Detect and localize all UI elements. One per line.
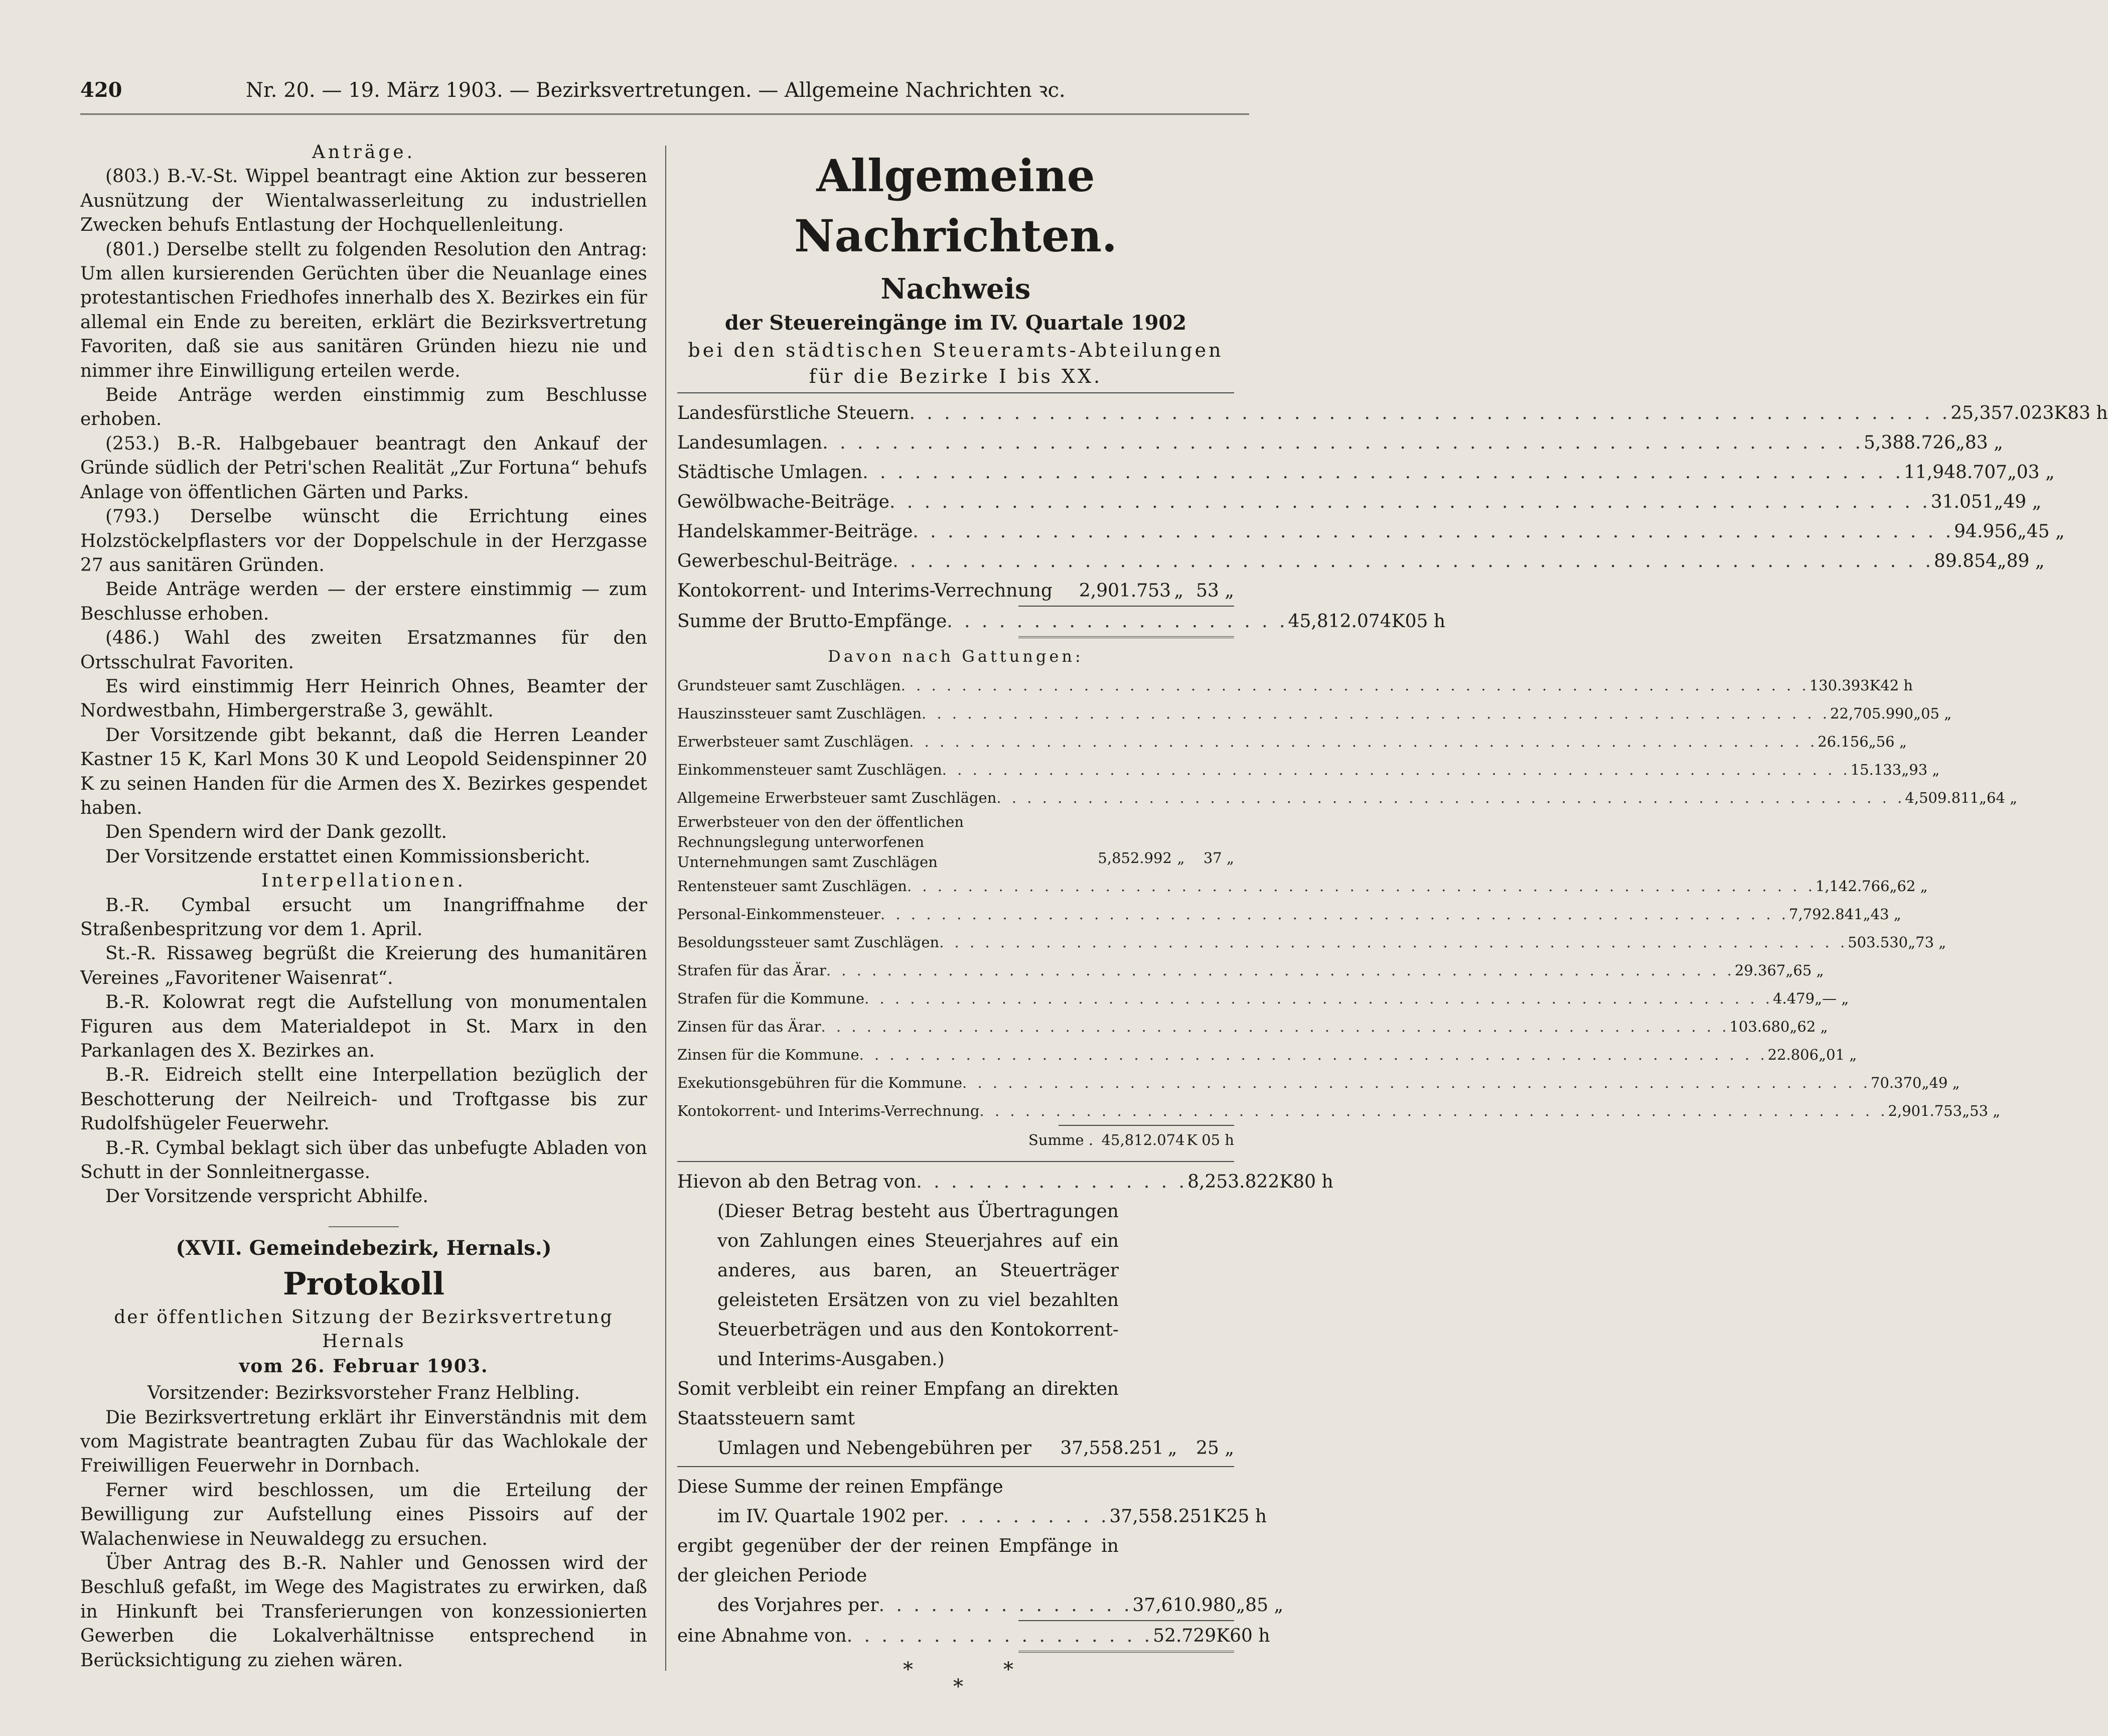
somit-amount: 37,558.251 xyxy=(1060,1438,1164,1459)
tax-type-table xyxy=(677,671,2018,1125)
protokoll-subtitle: der öffentlichen Sitzung der Bezirksvertretung Hernals xyxy=(114,1307,614,1352)
revenue-currency: „ xyxy=(1997,551,2007,571)
sum2-row xyxy=(677,1126,1234,1154)
leader-dots: . . . . . . . . . . . . . . . . . . . . . . . . . . . . . . . . . . . . . . . . . . . . . . . . . . . . . . . . . . . . xyxy=(859,1046,1768,1063)
tax-type-label: Zinsen für das Ärar xyxy=(677,1018,821,1035)
revenue-fraction: 49 „ xyxy=(2003,492,2042,512)
somit-currency: „ xyxy=(1167,1438,1177,1459)
leader-dots: . . . . . . . . . . . . . . . . . . . . . . . . . . . . . . . . . . . . . . . . . . . . . . . . . . . . . . . . . . . . xyxy=(962,1074,1871,1091)
paragraph: (253.) B.-R. Halbgebauer beantragt den Ankauf der Gründe südlich der Petri'schen Realität „Zur Fortuna“ behufs Anlage von öffentlichen Gärten und Parks. xyxy=(80,433,647,503)
tax-type-amount: 4.479 xyxy=(1773,990,1815,1007)
tax-type-fraction: 93 „ xyxy=(1909,761,1940,778)
revenue-fraction: 53 „ xyxy=(1196,581,1234,601)
revenue-fraction: 03 „ xyxy=(2016,462,2055,483)
vorjahr-row xyxy=(677,1590,1284,1620)
revenue-row xyxy=(677,428,2003,458)
tax-type-fraction: 73 „ xyxy=(1915,934,1946,951)
paragraph: Die Bezirksvertretung erklärt ihr Einverständnis mit dem vom Magistrate beantragten Zubau für das Wachlokale der Freiwilligen Feuerwehr in Dornbach. xyxy=(80,1407,647,1477)
gross-sum-fraction: 05 h xyxy=(1405,611,1446,632)
paragraph: (486.) Wahl des zweiten Ersatzmannes für den Ortsschulrat Favoriten. xyxy=(80,628,647,673)
leader-dots: . . . . . . . . . . . . . . . . xyxy=(916,1172,1188,1192)
sum2-label: Summe . xyxy=(1028,1131,1094,1148)
sum-double-rule xyxy=(1018,636,1234,638)
paragraph: Der Vorsitzende gibt bekannt, daß die Herren Leander Kastner 15 K, Karl Mons 30 K und Leopold Seidenspinner 20 K zu seinen Handen für die Armen des X. Bezirkes gespendet haben. xyxy=(80,725,647,818)
tax-type-amount: 15.133 xyxy=(1850,761,1902,778)
revenue-currency: „ xyxy=(2007,462,2017,483)
tax-type-fraction: 42 h xyxy=(1880,677,1913,694)
leader-dots: . . . . . . . . . . xyxy=(943,1506,1110,1527)
star-ornament: * xyxy=(903,1658,913,1681)
tax-type-fraction: 01 „ xyxy=(1826,1046,1857,1063)
vorjahr-currency: „ xyxy=(1236,1595,1246,1616)
tax-type-amount: 2,901.753 xyxy=(1888,1102,1963,1119)
right-column xyxy=(677,140,2108,1698)
revenue-currency: „ xyxy=(1994,492,2004,512)
paragraph: Ferner wird beschlossen, um die Erteilung der Bewilligung zur Aufstellung eines Pissoirs auf der Walachenwiese in Neuwaldegg zu ersuchen. xyxy=(80,1480,647,1549)
section-end-stars xyxy=(677,1653,1234,1698)
tax-type-label: Zinsen für die Kommune xyxy=(677,1046,859,1063)
tax-type-row xyxy=(677,671,1913,699)
tax-type-row xyxy=(677,728,1907,756)
abnahme-label: eine Abnahme von xyxy=(677,1626,847,1646)
star-ornament: * xyxy=(953,1675,963,1698)
revenue-amount: 25,357.023 xyxy=(1950,403,2054,423)
tax-type-row xyxy=(677,756,1940,784)
header-rule xyxy=(80,113,1249,115)
nachweis-subtitle-3: für die Bezirke I bis XX. xyxy=(809,365,1103,387)
gross-sum-currency: K xyxy=(1391,611,1405,632)
nachweis-subtitle-2: bei den städtischen Steueramts-Abteilungen xyxy=(688,339,1224,361)
tax-type-label: Grundsteuer samt Zuschlägen xyxy=(677,677,901,694)
paragraph: B.-R. Cymbal beklagt sich über das unbefugte Abladen von Schutt in der Sonnleitnergasse. xyxy=(80,1137,647,1183)
revenue-currency: „ xyxy=(1955,432,1965,453)
leader-dots: . . . . . . . . . . . . . . . . . . . . xyxy=(947,611,1288,632)
revenue-label: Städtische Umlagen xyxy=(677,462,863,483)
tax-type-label: Personal-Einkommensteuer xyxy=(677,906,881,923)
paragraph: Beide Anträge werden — der erstere einstimmig — zum Beschlusse erhoben. xyxy=(80,579,647,624)
leader-dots: . . . . . . . . . . . . . . . . . . . . . . . . . . . . . . . . . . . . . . . . . . . . . . . . . . . . . . . . . . . . xyxy=(862,462,1904,483)
abnahme-row xyxy=(677,1621,1270,1651)
revenue-row xyxy=(677,576,1234,606)
revenue-fraction: 83 „ xyxy=(1965,432,2003,453)
leader-dots: . . . . . . . . . . . . . . . . . . . . . . . . . . . . . . . . . . . . . . . . . . . . . . . . . . . . . . . . . . . . xyxy=(922,705,1830,722)
tax-type-row xyxy=(677,812,1234,872)
somit-row xyxy=(677,1433,1234,1463)
section-separator xyxy=(329,1226,399,1227)
section-title: Allgemeine Nachrichten. xyxy=(794,150,1117,262)
tax-type-fraction: 56 „ xyxy=(1876,733,1907,750)
abnahme-amount: 52.729 xyxy=(1153,1626,1217,1646)
tax-type-amount: 4,509.811 xyxy=(1905,789,1979,806)
revenue-label: Landesumlagen xyxy=(677,432,823,453)
revenue-fraction: 45 „ xyxy=(2026,521,2065,542)
leader-dots: . . . . . . . . . . . . . . . . . . xyxy=(846,1626,1153,1646)
tax-type-row xyxy=(677,1069,1960,1097)
tax-type-row xyxy=(677,784,2018,812)
leader-dots: . . . . . . . . . . . . . . . . . . . . . . . . . . . . . . . . . . . . . . . . . . . . . . . . . . . . . . . . . . . . xyxy=(996,789,1905,806)
leader-dots: . . . . . . . . . . . . . . . . . . . . . . . . . . . . . . . . . . . . . . . . . . . . . . . . . . . . . . . . . . . . xyxy=(889,492,1931,512)
revenue-amount: 2,901.753 xyxy=(1079,581,1171,601)
davon-heading: Davon nach Gattungen: xyxy=(828,647,1084,666)
paragraph: B.-R. Cymbal ersucht um Inangriffnahme der Straßenbespritzung vor dem 1. April. xyxy=(80,895,647,940)
tax-type-amount: 1,142.766 xyxy=(1815,878,1890,895)
vorjahr-fraction: 85 „ xyxy=(1245,1595,1284,1616)
diese-currency: K xyxy=(1213,1506,1227,1527)
paragraph: Beide Anträge werden einstimmig zum Beschlusse erhoben. xyxy=(80,385,647,430)
paragraph: Der Vorsitzende verspricht Abhilfe. xyxy=(105,1186,428,1207)
paragraph: (801.) Derselbe stellt zu folgenden Resolution den Antrag: Um allen kursierenden Gerüchten über die Neuanlage eines protestantischen Friedhofes innerhalb des X. Bezirkes ein für allemal ein Ende zu bereiten, erklärt die Bezirksvertretung Favoriten, daß sie aus sanitären Gründen hiezu nie und nimmer ihre Einwilligung erteilen werde. xyxy=(80,239,647,381)
tax-type-fraction: 65 „ xyxy=(1793,962,1824,979)
tax-type-currency: „ xyxy=(1908,934,1916,951)
revenue-row xyxy=(677,517,2065,546)
tax-type-amount: 70.370 xyxy=(1871,1074,1922,1091)
tax-type-currency: „ xyxy=(1921,1074,1929,1091)
section-rule xyxy=(677,1466,1234,1467)
table-top-rule xyxy=(677,392,1234,393)
hievon-currency: K xyxy=(1279,1172,1293,1192)
tax-type-label: Kontokorrent- und Interims-Verrechnung xyxy=(677,1102,980,1119)
page-number: 420 xyxy=(80,78,122,102)
protokoll-date: vom 26. Februar 1903. xyxy=(239,1355,489,1377)
tax-type-currency: „ xyxy=(1177,849,1185,866)
section-rule xyxy=(677,1161,1234,1162)
tax-type-amount: 22,705.990 xyxy=(1830,705,1914,722)
leader-dots: . . . . . . . . . . . . . . . . . . . . . . . . . . . . . . . . . . . . . . . . . . . . . . . . . . . . . . . . . . . . xyxy=(939,934,1848,951)
somit-fraction: 25 „ xyxy=(1196,1438,1234,1459)
tax-type-row xyxy=(677,699,1952,728)
tax-type-row xyxy=(677,900,1901,928)
tax-type-row xyxy=(677,1012,1828,1041)
tax-type-row xyxy=(677,956,1824,984)
chair-line: Vorsitzender: Bezirksvorsteher Franz Helbling. xyxy=(147,1383,580,1404)
tax-type-fraction: 37 „ xyxy=(1203,849,1234,866)
tax-type-currency: „ xyxy=(1819,1046,1827,1063)
leader-dots: . . . . . . . . . . . . . . . . . . . . . . . . . . . . . . . . . . . . . . . . . . . . . . . . . . . . . . . . . . . . xyxy=(880,906,1789,923)
paragraph: Über Antrag des B.-R. Nahler und Genossen wird der Beschluß gefaßt, im Wege des Magistrates zu erwirken, daß in Hinkunft bei Transferierungen von konzessionierten Gewerben die Lokalverhältnisse entsprechend in Berücksichtigung zu ziehen wären. xyxy=(80,1552,647,1671)
sum2-amount: 45,812.074 xyxy=(1101,1131,1185,1148)
tax-type-currency: „ xyxy=(1889,878,1897,895)
tax-type-label: Exekutionsgebühren für die Kommune xyxy=(677,1074,963,1091)
vorjahr-amount: 37,610.980 xyxy=(1132,1595,1236,1616)
nachweis-subtitle: der Steuereingänge im IV. Quartale 1902 xyxy=(724,311,1187,335)
tax-type-row xyxy=(677,928,1946,956)
tax-type-label: Erwerbsteuer von den der öffentlichen Rechnungslegung unterworfenen Unternehmungen samt Zuschlägen xyxy=(677,813,964,871)
revenue-row xyxy=(677,487,2042,517)
revenue-currency: „ xyxy=(2017,521,2027,542)
paragraph: B.-R. Eidreich stellt eine Interpellation bezüglich der Beschotterung der Neilreich- und Troftgasse bis zur Rudolfshügeler Feuerwehr. xyxy=(80,1065,647,1134)
tax-type-currency: „ xyxy=(1789,1018,1797,1035)
revenue-amount: 31.051 xyxy=(1930,492,1994,512)
tax-type-currency: „ xyxy=(1979,789,1987,806)
revenue-fraction: 89 „ xyxy=(2006,551,2045,571)
tax-type-currency: K xyxy=(1869,677,1881,694)
running-title: Nr. 20. — 19. März 1903. — Bezirksvertretungen. — Allgemeine Nachrichten ꝛc. xyxy=(246,79,1066,102)
leader-dots: . . . . . . . . . . . . . . . . . . . . . . . . . . . . . . . . . . . . . . . . . . . . . . . . . . . . . . . . . . . . xyxy=(907,878,1816,895)
tax-type-row xyxy=(677,1041,1857,1069)
antraege-heading: Anträge. xyxy=(312,142,416,163)
tax-type-currency: „ xyxy=(1785,962,1793,979)
leader-dots: . . . . . . . . . . . . . . . . . . . . . . . . . . . . . . . . . . . . . . . . . . . . . . . . . . . . . . . . . . . . xyxy=(979,1102,1888,1119)
leader-dots: . . . . . . . . . . . . . . . . . . . . . . . . . . . . . . . . . . . . . . . . . . . . . . . . . . . . . . . . . . . . xyxy=(892,551,1934,571)
tax-type-amount: 22.806 xyxy=(1767,1046,1819,1063)
paragraph: St.-R. Rissaweg begrüßt die Kreierung des humanitären Vereines „Favoritener Waisenrat“. xyxy=(80,943,647,988)
tax-type-label: Besoldungssteuer samt Zuschlägen xyxy=(677,934,940,951)
revenue-label: Handelskammer-Beiträge xyxy=(677,521,913,542)
tax-type-label: Allgemeine Erwerbsteuer samt Zuschlägen xyxy=(677,789,997,806)
paragraph: (803.) B.-V.-St. Wippel beantragt eine Aktion zur besseren Ausnützung der Wientalwasserleitung zu industriellen Zwecken behufs Entlastung der Hochquellenleitung. xyxy=(80,166,647,236)
column-rule xyxy=(665,146,666,1671)
leader-dots: . . . . . . . . . . . . . . . . . . . . . . . . . . . . . . . . . . . . . . . . . . . . . . . . . . . . . . . . . . . . xyxy=(822,432,1864,453)
paragraph: Es wird einstimmig Herr Heinrich Ohnes, Beamter der Nordwestbahn, Himbergerstraße 3, gewählt. xyxy=(80,676,647,721)
star-ornament: * xyxy=(1003,1658,1013,1681)
tax-type-fraction: 05 „ xyxy=(1921,705,1952,722)
tax-type-label: Erwerbsteuer samt Zuschlägen xyxy=(677,733,910,750)
district-heading: (XVII. Gemeindebezirk, Hernals.) xyxy=(176,1236,552,1260)
tax-type-fraction: — „ xyxy=(1822,990,1849,1007)
hievon-note: (Dieser Betrag besteht aus Übertragungen von Zahlungen eines Steuerjahres auf ein anderes, aus baren, an Steuerträger geleisteten Ersätzen von zu viel bezahlten Steuerbeträgen und aus den Kontokorrent- und Interims-Ausgaben.) xyxy=(717,1201,1119,1370)
tax-type-amount: 7,792.841 xyxy=(1789,906,1863,923)
leader-dots: . . . . . . . . . . . . . . . . . . . . . . . . . . . . . . . . . . . . . . . . . . . . . . . . . . . . . . . . . . . . xyxy=(942,761,1851,778)
abnahme-currency: K xyxy=(1216,1626,1230,1646)
tax-type-fraction: 62 „ xyxy=(1897,878,1928,895)
leader-dots: . . . . . . . . . . . . . . . xyxy=(878,1595,1133,1616)
revenue-row xyxy=(677,546,2045,576)
diese-row xyxy=(677,1502,1267,1531)
hievon-label: Hievon ab den Betrag von xyxy=(677,1172,917,1192)
paragraph: Den Spendern wird der Dank gezollt. xyxy=(105,822,447,843)
revenue-amount: 11,948.707 xyxy=(1903,462,2008,483)
left-column xyxy=(80,140,647,1673)
tax-type-amount: 26.156 xyxy=(1818,733,1869,750)
tax-type-fraction: 43 „ xyxy=(1870,906,1901,923)
diese-label: im IV. Quartale 1902 per xyxy=(717,1506,944,1527)
revenue-label: Kontokorrent- und Interims-Verrechnung xyxy=(677,581,1052,601)
tax-type-fraction: 49 „ xyxy=(1929,1074,1960,1091)
tax-type-currency: „ xyxy=(1815,990,1823,1007)
tax-type-label: Strafen für das Ärar xyxy=(677,962,826,979)
somit-label: Umlagen und Nebengebühren per xyxy=(717,1438,1032,1459)
revenue-row xyxy=(677,398,2108,428)
tax-type-row xyxy=(677,872,1928,900)
tax-type-label: Einkommensteuer samt Zuschlägen xyxy=(677,761,942,778)
nachweis-title: Nachweis xyxy=(880,272,1031,306)
somit-text: Somit verbleibt ein reiner Empfang an direkten Staatssteuern samt xyxy=(677,1379,1119,1429)
revenue-amount: 89.854 xyxy=(1933,551,1997,571)
gross-sum-amount: 45,812.074 xyxy=(1288,611,1392,632)
hievon-amount: 8,253.822 xyxy=(1187,1172,1280,1192)
paragraph: Der Vorsitzende erstattet einen Kommissionsbericht. xyxy=(105,846,590,867)
tax-type-amount: 29.367 xyxy=(1734,962,1786,979)
paragraph: B.-R. Kolowrat regt die Aufstellung von monumentalen Figuren aus dem Materialdepot in St. Marx in den Parkanlagen des X. Bezirkes an. xyxy=(80,992,647,1062)
tax-type-currency: „ xyxy=(1901,761,1909,778)
revenue-currency: „ xyxy=(1174,581,1184,601)
tax-type-amount: 5,852.992 xyxy=(1098,849,1172,866)
tax-type-currency: „ xyxy=(1962,1102,1970,1119)
tax-type-amount: 103.680 xyxy=(1729,1018,1790,1035)
gross-sum-label: Summe der Brutto-Empfänge xyxy=(677,611,947,632)
tax-type-fraction: 64 „ xyxy=(1987,789,2018,806)
interpellationen-heading: Interpellationen. xyxy=(261,871,466,892)
diese-amount: 37,558.251 xyxy=(1109,1506,1213,1527)
tax-type-label: Strafen für die Kommune xyxy=(677,990,865,1007)
tax-type-amount: 503.530 xyxy=(1848,934,1908,951)
tax-type-amount: 130.393 xyxy=(1809,677,1870,694)
tax-type-row xyxy=(677,984,1849,1012)
page-header xyxy=(80,75,1249,110)
tax-type-label: Rentensteuer samt Zuschlägen xyxy=(677,878,907,895)
protokoll-title: Protokoll xyxy=(282,1265,445,1302)
tax-type-currency: „ xyxy=(1868,733,1876,750)
sum2-fraction: 05 h xyxy=(1201,1131,1234,1148)
tax-type-currency: „ xyxy=(1863,906,1871,923)
leader-dots: . . . . . . . . . . . . . . . . . . . . . . . . . . . . . . . . . . . . . . . . . . . . . . . . . . . . . . . . . . . . xyxy=(821,1018,1730,1035)
revenue-currency: K xyxy=(2054,403,2068,423)
sum2-currency: K xyxy=(1186,1131,1197,1148)
leader-dots: . . . . . . . . . . . . . . . . . . . . . . . . . . . . . . . . . . . . . . . . . . . . . . . . . . . . . . . . . . . . xyxy=(909,403,1951,423)
leader-dots: . . . . . . . . . . . . . . . . . . . . . . . . . . . . . . . . . . . . . . . . . . . . . . . . . . . . . . . . . . . . xyxy=(900,677,1810,694)
revenue-label: Landesfürstliche Steuern xyxy=(677,403,910,423)
tax-type-fraction: 62 „ xyxy=(1797,1018,1828,1035)
revenue-label: Gewölbwache-Beiträge xyxy=(677,492,889,512)
vorjahr-label: des Vorjahres per xyxy=(717,1595,879,1616)
leader-dots: . . . . . . . . . . . . . . . . . . . . . . . . . . . . . . . . . . . . . . . . . . . . . . . . . . . . . . . . . . . . xyxy=(913,521,1954,542)
leader-dots: . . . . . . . . . . . . . . . . . . . . . . . . . . . . . . . . . . . . . . . . . . . . . . . . . . . . . . . . . . . . xyxy=(909,733,1818,750)
tax-type-fraction: 53 „ xyxy=(1970,1102,2001,1119)
revenue-label: Gewerbeschul-Beiträge xyxy=(677,551,893,571)
leader-dots: . . . . . . . . . . . . . . . . . . . . . . . . . . . . . . . . . . . . . . . . . . . . . . . . . . . . . . . . . . . . xyxy=(826,962,1735,979)
tax-type-currency: „ xyxy=(1913,705,1921,722)
diese-fraction: 25 h xyxy=(1226,1506,1267,1527)
revenue-amount: 5,388.726 xyxy=(1863,432,1956,453)
ergibt-text: ergibt gegenüber der der reinen Empfänge in der gleichen Periode xyxy=(677,1536,1119,1586)
diese-text: Diese Summe der reinen Empfänge xyxy=(677,1477,1003,1497)
revenue-fraction: 83 h xyxy=(2067,403,2108,423)
revenue-row xyxy=(677,458,2055,487)
paragraph: (793.) Derselbe wünscht die Errichtung eines Holzstöckelpflasters vor der Doppelschule in der Herzgasse 27 aus sanitären Gründen. xyxy=(80,506,647,575)
revenue-table xyxy=(677,398,2108,606)
tax-type-label: Hauszinssteuer samt Zuschlägen xyxy=(677,705,922,722)
gross-sum-row xyxy=(677,607,1446,636)
tax-type-row xyxy=(677,1097,2001,1125)
hievon-fraction: 80 h xyxy=(1293,1172,1333,1192)
leader-dots: . . . . . . . . . . . . . . . . . . . . . . . . . . . . . . . . . . . . . . . . . . . . . . . . . . . . . . . . . . . . xyxy=(864,990,1773,1007)
abnahme-fraction: 60 h xyxy=(1230,1626,1270,1646)
revenue-amount: 94.956 xyxy=(1954,521,2018,542)
hievon-row xyxy=(677,1167,1333,1197)
